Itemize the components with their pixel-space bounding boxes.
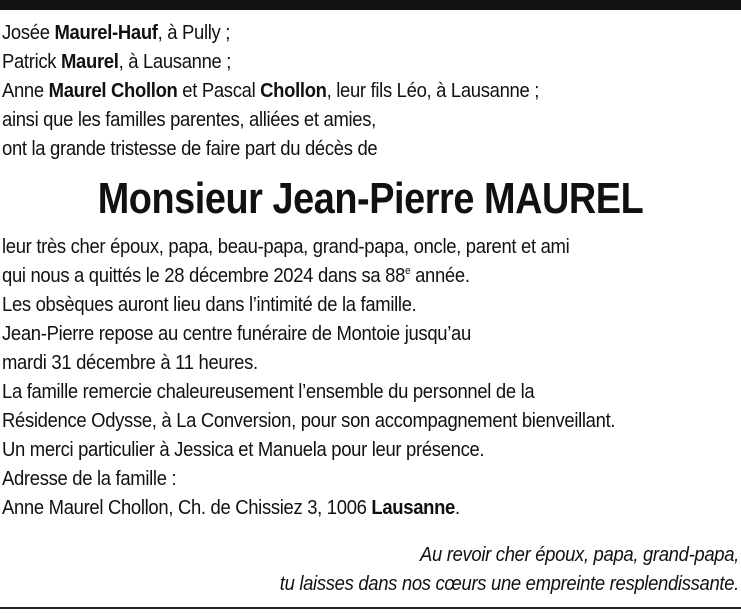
farewell-quote — [2, 540, 739, 598]
address-city: Lausanne — [371, 496, 456, 519]
bottom-rule — [0, 607, 741, 609]
family-line-relatives: ainsi que les familles parentes, alliées et amies, — [2, 108, 376, 131]
family-surname: Maurel-Hauf — [54, 21, 158, 44]
family-line-patrick — [2, 47, 665, 76]
family-line-josee — [2, 18, 665, 47]
farewell-line: tu laisses dans nos cœurs une empreinte resplendissante. — [279, 572, 739, 595]
top-black-bar — [0, 0, 741, 10]
body-line-date — [2, 261, 665, 290]
family-line-text: , à Pully ; — [157, 21, 231, 44]
body-line-rest-until: mardi 31 décembre à 11 heures. — [2, 351, 258, 374]
body-line-address — [2, 493, 665, 522]
family-line-text: , leur fils Léo, à Lausanne ; — [326, 79, 540, 102]
farewell-line: Au revoir cher époux, papa, grand-papa, — [419, 543, 739, 566]
body-line-thanks: La famille remercie chaleureusement l’ensemble du personnel de la — [2, 380, 535, 403]
ordinal-superscript: e — [405, 265, 411, 278]
family-line-text: Anne — [2, 79, 49, 102]
body-line-rest-place: Jean-Pierre repose au centre funéraire de Montoie jusqu’au — [2, 322, 471, 345]
body-line-address-label: Adresse de la famille : — [2, 467, 177, 490]
family-line-text: Josée — [2, 21, 55, 44]
family-surname: Maurel — [60, 50, 119, 73]
body-text: qui nous a quittés le 28 décembre 2024 dans sa 88 — [2, 264, 406, 287]
address-text: . — [455, 496, 460, 519]
body-line-thanks-residence: Résidence Odysse, à La Conversion, pour son accompagnement bienveillant. — [2, 409, 616, 432]
body-line-funeral: Les obsèques auront lieu dans l’intimité de la famille. — [2, 293, 417, 316]
family-line-anne — [2, 76, 665, 105]
family-surname: Chollon — [260, 79, 327, 102]
body-line-special-thanks: Un merci particulier à Jessica et Manuela pour leur présence. — [2, 438, 485, 461]
family-surname: Maurel Chollon — [48, 79, 178, 102]
family-line-text: , à Lausanne ; — [118, 50, 232, 73]
body-text: année. — [410, 264, 470, 287]
family-line-text: et Pascal — [177, 79, 261, 102]
body-line-relation: leur très cher époux, papa, beau-papa, grand-papa, oncle, parent et ami — [2, 235, 570, 258]
death-notice — [2, 18, 739, 522]
address-text: Anne Maurel Chollon, Ch. de Chissiez 3, 1006 — [2, 496, 372, 519]
family-line-text: Patrick — [2, 50, 61, 73]
announcement-line: ont la grande tristesse de faire part du décès de — [2, 137, 378, 160]
deceased-name: Monsieur Jean-Pierre MAUREL — [97, 174, 644, 223]
